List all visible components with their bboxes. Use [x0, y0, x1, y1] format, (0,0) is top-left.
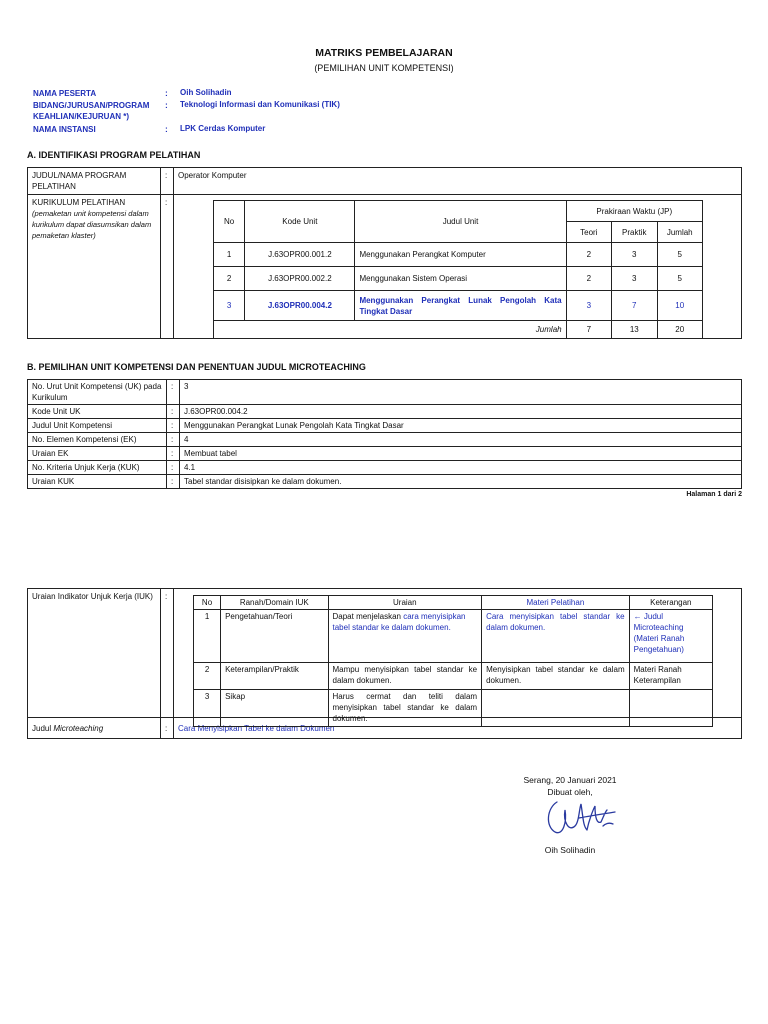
- signature-made-by: Dibuat oleh,: [547, 787, 593, 797]
- total-praktik: 13: [612, 321, 657, 339]
- colon: :: [167, 419, 180, 433]
- field-value-nama-peserta: Oih Solihadin: [180, 88, 232, 97]
- field-label-nama-peserta: NAMA PESERTA: [33, 89, 97, 98]
- iuk-label: Uraian Indikator Unjuk Kerja (IUK): [28, 589, 161, 718]
- colon: :: [165, 88, 168, 98]
- cell-judul: Menggunakan Perangkat Komputer: [355, 243, 566, 267]
- row-value: 4: [180, 433, 742, 447]
- cell-uraian: Mampu menyisipkan tabel standar ke dalam dokumen.: [328, 663, 482, 690]
- field-value-nama-instansi: LPK Cerdas Komputer: [180, 124, 266, 133]
- table-row: [28, 405, 742, 419]
- cell-ranah: Keterampilan/Praktik: [221, 663, 328, 690]
- cell-judul: Menggunakan Perangkat Lunak Pengolah Kata Tingkat Dasar: [355, 291, 566, 321]
- kurikulum-label: KURIKULUM PELATIHAN: [32, 198, 126, 207]
- col-judul-unit: Judul Unit: [355, 201, 566, 243]
- kurikulum-note: (pemaketan unit kompetensi dalam kurikulum dapat diasumsikan dalam pemaketan klaster): [32, 209, 152, 240]
- uraian-highlight: cara menyisipkan tabel standar ke dalam dokumen.: [332, 612, 466, 632]
- cell-ranah: Pengetahuan/Teori: [221, 610, 328, 663]
- colon: :: [167, 447, 180, 461]
- cell-jumlah: 10: [657, 291, 703, 321]
- col-praktik: Praktik: [612, 222, 657, 243]
- cell-ranah: Sikap: [221, 690, 328, 727]
- cell-teori: 3: [566, 291, 611, 321]
- table-row: [214, 243, 703, 267]
- colon: :: [165, 124, 168, 134]
- total-jumlah: 20: [657, 321, 703, 339]
- cell-kode: J.63OPR00.001.2: [245, 243, 355, 267]
- colon: :: [161, 718, 174, 739]
- colon: :: [167, 405, 180, 419]
- col-no: No: [214, 201, 245, 243]
- col-kode-unit: Kode Unit: [245, 201, 355, 243]
- cell-uraian: [328, 610, 482, 663]
- program-value: Operator Komputer: [174, 168, 742, 195]
- row-label: No. Urut Unit Kompetensi (UK) pada Kurikulum: [28, 380, 167, 405]
- row-value: J.63OPR00.004.2: [180, 405, 742, 419]
- judul-label-text: Judul: [32, 723, 54, 733]
- col-teori: Teori: [566, 222, 611, 243]
- row-label: Uraian KUK: [28, 475, 167, 489]
- table-row: [194, 663, 713, 690]
- table-row: [28, 168, 742, 195]
- cell-uraian: Harus cermat dan teliti dalam menyisipkan tabel standar ke dalam dokumen.: [328, 690, 482, 727]
- cell-praktik: 7: [612, 291, 657, 321]
- table-header-row: [194, 596, 713, 610]
- cell-judul: Menggunakan Sistem Operasi: [355, 267, 566, 291]
- table-row-highlighted: [214, 291, 703, 321]
- judul-microteaching-label: [28, 718, 161, 739]
- table-row: [214, 267, 703, 291]
- kurikulum-cell: [28, 195, 161, 339]
- row-label: No. Kriteria Unjuk Kerja (KUK): [28, 461, 167, 475]
- table-header-row: [214, 201, 703, 222]
- row-value: Tabel standar disisipkan ke dalam dokumen.: [180, 475, 742, 489]
- row-value: 4.1: [180, 461, 742, 475]
- uraian-text: Dapat menjelaskan: [332, 612, 404, 621]
- cell-no: 1: [214, 243, 245, 267]
- cell-materi: Menyisipkan tabel standar ke dalam dokumen.: [482, 663, 630, 690]
- colon: :: [167, 461, 180, 475]
- cell-jumlah: 5: [657, 267, 703, 291]
- row-label: Judul Unit Kompetensi: [28, 419, 167, 433]
- iuk-table: [193, 595, 713, 727]
- col-keterangan: Keterangan: [629, 596, 712, 610]
- col-materi: Materi Pelatihan: [482, 596, 630, 610]
- cell-jumlah: 5: [657, 243, 703, 267]
- cell-praktik: 3: [612, 243, 657, 267]
- table-row: [28, 433, 742, 447]
- signature-name: Oih Solihadin: [544, 845, 596, 855]
- table-row: [28, 447, 742, 461]
- unit-selection-table: [27, 379, 742, 489]
- cell-keterangan: Materi Ranah Keterampilan: [629, 663, 712, 690]
- cell-teori: 2: [566, 243, 611, 267]
- cell-keterangan: ← Judul Microteaching (Materi Ranah Pengetahuan): [629, 610, 712, 663]
- section-b-heading: B. PEMILIHAN UNIT KOMPETENSI DAN PENENTUAN JUDUL MICROTEACHING: [27, 362, 366, 372]
- col-no: No: [194, 596, 221, 610]
- col-ranah: Ranah/Domain IUK: [221, 596, 328, 610]
- cell-no: 3: [194, 690, 221, 727]
- judul-label-italic: Microteaching: [53, 723, 104, 733]
- document-subtitle: (PEMILIHAN UNIT KOMPETENSI): [314, 63, 454, 73]
- table-row: [28, 419, 742, 433]
- col-jumlah: Jumlah: [657, 222, 703, 243]
- col-uraian: Uraian: [328, 596, 482, 610]
- colon: :: [167, 433, 180, 447]
- colon: :: [161, 589, 174, 718]
- cell-no: 1: [194, 610, 221, 663]
- section-a-heading: A. IDENTIFIKASI PROGRAM PELATIHAN: [27, 150, 201, 160]
- colon: :: [167, 380, 180, 405]
- field-label-bidang: BIDANG/JURUSAN/PROGRAM KEAHLIAN/KEJURUAN *): [33, 101, 150, 121]
- col-prakiraan-waktu: Prakiraan Waktu (JP): [566, 201, 702, 222]
- cell-teori: 2: [566, 267, 611, 291]
- colon: :: [165, 100, 168, 110]
- cell-no: 2: [194, 663, 221, 690]
- row-value: Menggunakan Perangkat Lunak Pengolah Kata Tingkat Dasar: [180, 419, 742, 433]
- field-label-nama-instansi: NAMA INSTANSI: [33, 125, 96, 134]
- page-number: Halaman 1 dari 2: [686, 491, 742, 498]
- cell-materi: [482, 690, 630, 727]
- table-row: [28, 461, 742, 475]
- table-total-row: [214, 321, 703, 339]
- cell-kode: J.63OPR00.002.2: [245, 267, 355, 291]
- cell-keterangan: [629, 690, 712, 727]
- field-value-bidang: Teknologi Informasi dan Komunikasi (TIK): [180, 100, 340, 109]
- row-value: 3: [180, 380, 742, 405]
- program-label: JUDUL/NAMA PROGRAM PELATIHAN: [28, 168, 161, 195]
- cell-kode: J.63OPR00.004.2: [245, 291, 355, 321]
- row-label: No. Elemen Kompetensi (EK): [28, 433, 167, 447]
- cell-no: 3: [214, 291, 245, 321]
- table-row: [28, 475, 742, 489]
- table-row: [194, 610, 713, 663]
- table-row: [194, 690, 713, 727]
- judul-microteaching-value: Cara Menyisipkan Tabel ke dalam Dokumen: [174, 718, 742, 739]
- cell-praktik: 3: [612, 267, 657, 291]
- cell-materi: Cara menyisipkan tabel standar ke dalam dokumen.: [482, 610, 630, 663]
- colon: :: [161, 195, 174, 339]
- row-value: Membuat tabel: [180, 447, 742, 461]
- row-label: Uraian EK: [28, 447, 167, 461]
- row-label: Kode Unit UK: [28, 405, 167, 419]
- handwritten-signature-icon: [543, 796, 619, 840]
- signature-place-date: Serang, 20 Januari 2021: [523, 775, 617, 785]
- total-teori: 7: [566, 321, 611, 339]
- colon: :: [167, 475, 180, 489]
- total-label: Jumlah: [214, 321, 567, 339]
- table-row: [28, 380, 742, 405]
- kurikulum-table: [213, 200, 703, 339]
- document-title: MATRIKS PEMBELAJARAN: [315, 47, 453, 59]
- cell-no: 2: [214, 267, 245, 291]
- colon: :: [161, 168, 174, 195]
